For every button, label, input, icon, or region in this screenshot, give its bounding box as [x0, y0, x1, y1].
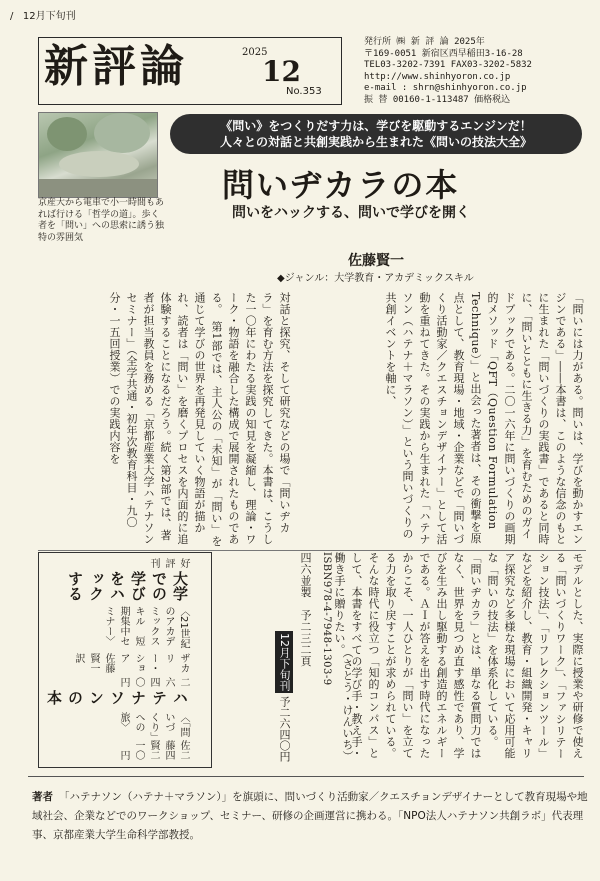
- issue-month: 12: [262, 55, 301, 88]
- bio-divider: [28, 776, 584, 777]
- issue-number: No.353: [286, 86, 322, 97]
- isbn: ISBN978-4-7948-1303-9: [321, 552, 332, 686]
- author-bio: [32, 788, 588, 845]
- book-subtitle: 問いをハックする、問いで学びを開く: [232, 205, 470, 221]
- photo-caption: 京産大から電車で小一時間もあれば行ける「哲学の道」。歩く者を「問い」への思索に誘う独特の雰囲気: [38, 198, 165, 243]
- publisher-info: 発行所 ㈱ 新 評 論 2025年 〒169-0051 新宿区西早稲田3-16-28 TEL03-3202-7391 FAX03-3202-5832 http://www.shinhyoron.co.jp e-mail : shrn@shinhyoron.co.jp 振 替 00160-1-113487 価格税込: [364, 37, 532, 105]
- related-book2-price: 二四二〇円: [118, 749, 189, 760]
- book-price: 予二六四〇円: [278, 696, 291, 762]
- related-book2-author: 佐藤賢一: [133, 739, 189, 750]
- bio-text: 「ハテナソン（ハテナ＋マラソン）」を旗頭に、問いづくり活動家／クエスチョンデザイナーとして教育現場や地域社会、企業などでのワークショップ、セミナー、研修の企画運営に携わる。「NPO法人ハテナソン共創ラボ」代表理事、京都産業大学生命科学部教授。: [32, 791, 588, 841]
- related-book1-title: 大学での学びをハックする: [66, 571, 189, 601]
- book-spec: 四六並製 予二三二頁: [299, 552, 312, 667]
- author-name: 佐藤賢一: [348, 253, 404, 269]
- related-book1-author: ザカリー・ショア 佐藤賢一 訳: [73, 652, 189, 673]
- release-tag: 12月下旬刊: [275, 631, 293, 693]
- body-column-1: 「問いには力がある。問いは、学びを動かすエンジンである」――本書は、このような信念のもとに生まれた「問いづくりの実践書」であると同時に、「問いとともに生きる力」を育むためのガイドブックである。二〇一六年に問いづくりの画期的メソッド「QFT（Question Formulation Technique）」と出会った著者は、その衝撃を原点として、教育現場・地域・企業などで「問いづくり活動家／クエスチョンデザイナー」として活動を重ねてきた。その実践から生まれた「ハテナソン（ハテナ＋マラソン）」という問いづくりの共創イベントを軸に、: [384, 292, 584, 545]
- genre-label: ◆ジャンル：大学教育・アカデミックスキル: [277, 273, 474, 284]
- section-divider: [38, 550, 586, 551]
- related-book1-subtitle: 〈21世紀のアカデミックスキル 短期集中セミナー〉: [103, 606, 189, 649]
- related-book2-subtitle: 〈「問いづくり」への旅〉: [118, 711, 189, 737]
- bio-label: 著者: [32, 791, 53, 803]
- related-book1-price: 二六四〇円: [118, 677, 189, 688]
- body-column-2: 対話と探究、そして研究などの場で「問いヂカラ」を育む方法を探究してきた。本書は、こうした一〇年にわたる実践の知見を凝縮し、理論・ワーク・物語を融合した構成で展開されたものである。 第1部では、主人公の「未知」が「問い」を通じて学びの世界を再発見していく物語が描かれ、読者は「問い」を磨くプロセスを内面的に追体験することになるだろう。続く第2部では、著者が担当教員を務める「京都産業大学ハテナソンセミナー」（全学共通・初年次教育科目・九〇分・一五回授業）での実践内容を: [108, 292, 291, 547]
- philosophers-path-photo: [38, 112, 158, 198]
- related-header: 好 評 刊: [148, 558, 189, 568]
- newspaper-logo: 新評論: [44, 41, 188, 92]
- related-book2-title: ハテナソンの本: [45, 690, 189, 706]
- book-spec-column: [218, 552, 356, 768]
- catchphrase-banner: 《問い》をつくりだす力は、学びを駆動するエンジンだ！ 人々との対話と共創実践から生まれた《問いの技法大全》: [170, 114, 582, 154]
- author-signature: （さとう・けんいち）: [341, 647, 354, 762]
- page-header-line: / 12月下旬刊: [10, 11, 76, 22]
- book-title: 問いヂカラの本: [222, 166, 460, 204]
- body-column-3: モデルとした、実際に授業や研修で使える「問いづくりワーク」、「ファシリテーション技法」、「リフレクションツール」などを紹介し、教育・組織開発・キャリア探究など多様な現場において応用可能な「問いの技法」を体系化している。 「問いヂカラ」とは、単なる質問力ではなく、世界を見つめ直す感性であり、学びを生み出し駆動する創造的エネルギーである。ＡＩが答えを出す時代になったからこそ、一人ひとりが「問い」を立てる力を取り戻すことが求められている。そんな時代に役立つ「知的コンパス」として、本書をすべての学び手・教え手・働き手に贈りたい。: [333, 552, 584, 760]
- issue-year: 2025: [242, 47, 268, 58]
- related-books-content: [44, 558, 191, 760]
